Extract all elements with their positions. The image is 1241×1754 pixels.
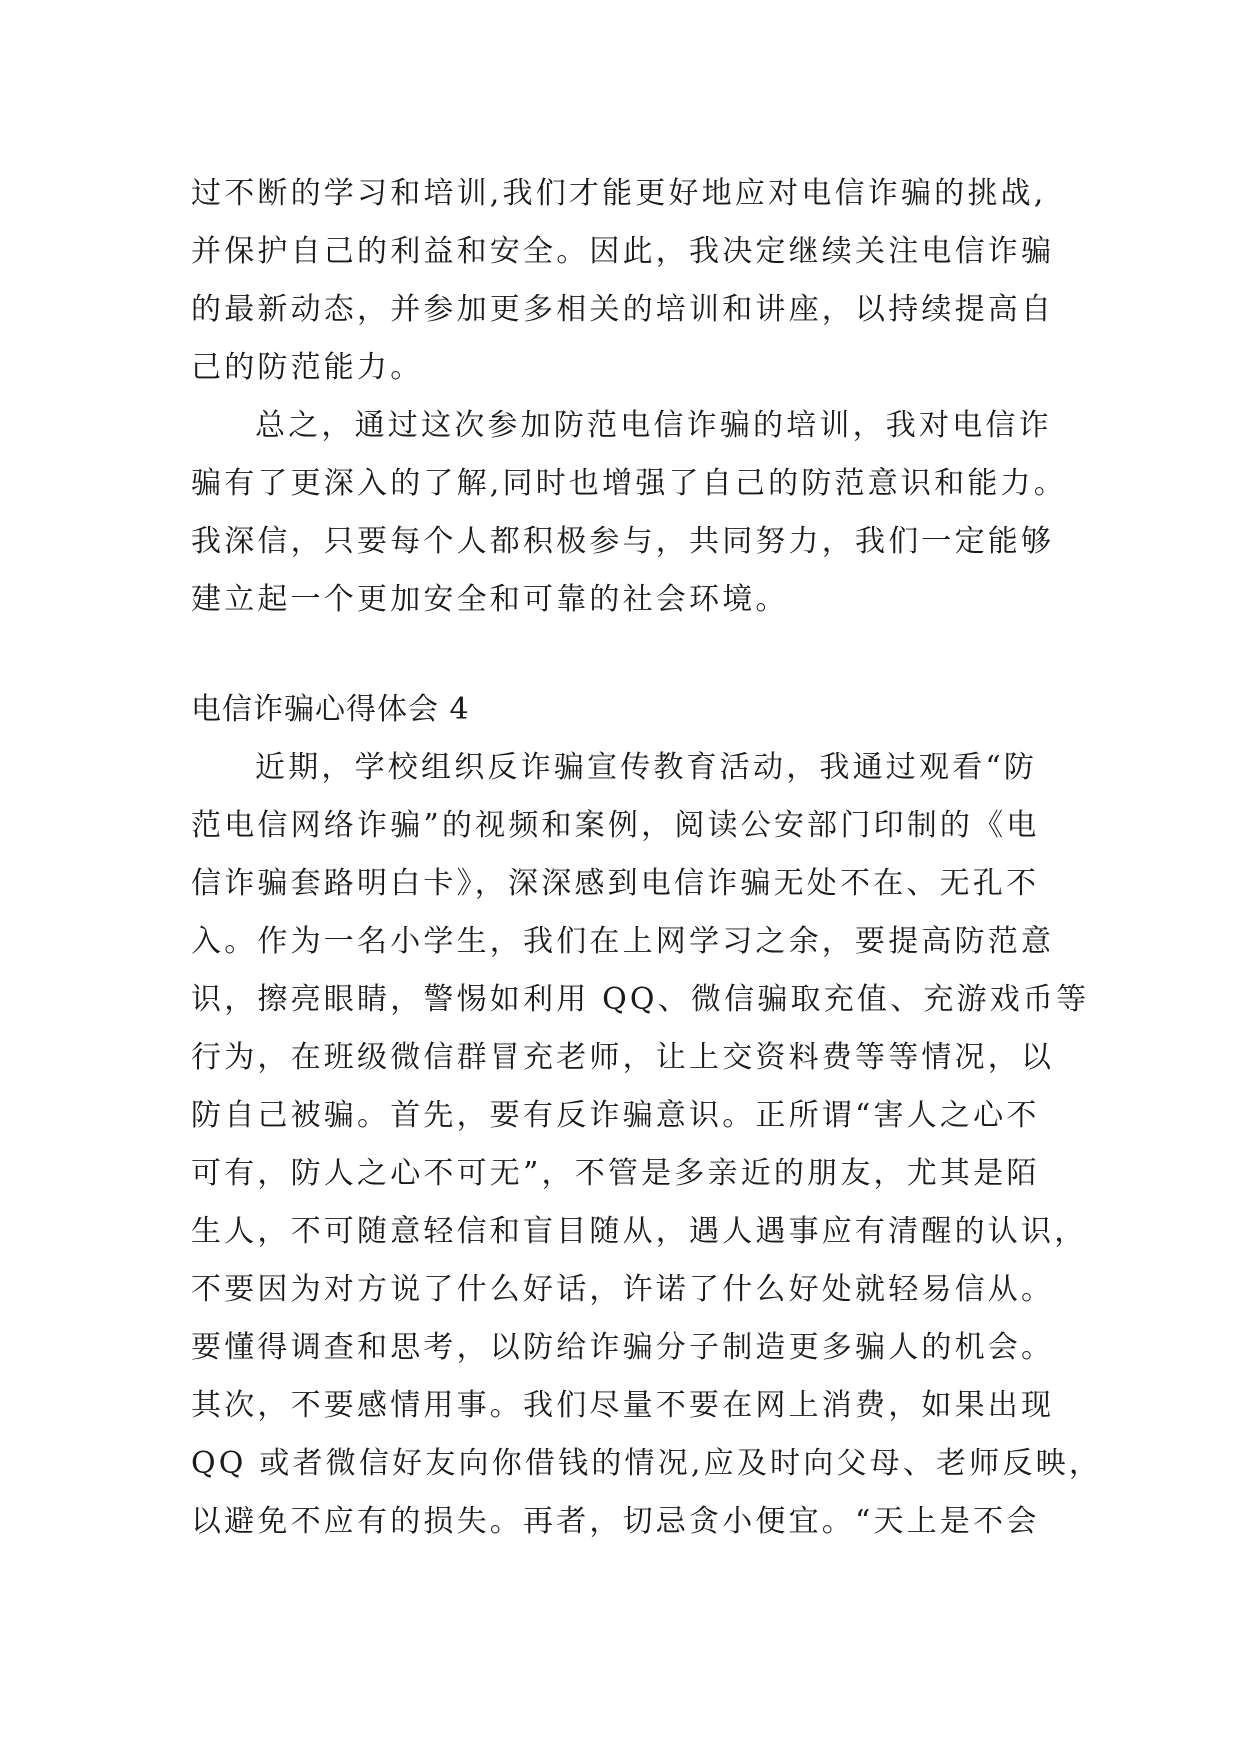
text-line: 建立起一个更加安全和可靠的社会环境。 xyxy=(191,582,789,617)
text-line: 的最新动态，并参加更多相关的培训和讲座，以持续提高自 xyxy=(191,292,1055,327)
text-line: QQ 或者微信好友向你借钱的情况,应及时向父母、老师反映， xyxy=(191,1446,1103,1481)
paragraph-first-line: 近期，学校组织反诈骗宣传教育活动，我通过观看“防 xyxy=(255,750,1038,785)
text-line: 不要因为对方说了什么好话，许诺了什么好处就轻易信从。 xyxy=(191,1272,1055,1307)
text-line: 要懂得调查和思考，以防给诈骗分子制造更多骗人的机会。 xyxy=(191,1330,1055,1365)
text-line: 可有，防人之心不可无”，不管是多亲近的朋友，尤其是陌 xyxy=(191,1156,1040,1191)
text-line: 行为，在班级微信群冒充老师，让上交资料费等等情况，以 xyxy=(191,1040,1055,1075)
text-line: 识，擦亮眼睛，警惕如利用 QQ、微信骗取充值、充游戏币等 xyxy=(191,982,1090,1017)
text-line: 以避免不应有的损失。再者，切忌贪小便宜。“天上是不会 xyxy=(191,1504,1040,1539)
text-line: 其次，不要感情用事。我们尽量不要在网上消费，如果出现 xyxy=(191,1388,1055,1423)
text-line: 防自己被骗。首先，要有反诈骗意识。正所谓“害人之心不 xyxy=(191,1098,1040,1133)
text-line: 范电信网络诈骗”的视频和案例，阅读公安部门印制的《电 xyxy=(191,808,1040,843)
section-heading: 电信诈骗心得体会 4 xyxy=(191,692,470,727)
text-line: 过不断的学习和培训,我们才能更好地应对电信诈骗的挑战, xyxy=(191,176,1047,211)
text-line: 并保护自己的利益和安全。因此，我决定继续关注电信诈骗 xyxy=(191,234,1055,269)
text-line: 信诈骗套路明白卡》，深深感到电信诈骗无处不在、无孔不 xyxy=(191,866,1040,901)
text-line: 入。作为一名小学生，我们在上网学习之余，要提高防范意 xyxy=(191,924,1055,959)
text-line: 我深信，只要每个人都积极参与，共同努力，我们一定能够 xyxy=(191,524,1055,559)
text-line: 生人，不可随意轻信和盲目随从，遇人遇事应有清醒的认识， xyxy=(191,1214,1088,1249)
text-line: 己的防范能力。 xyxy=(191,350,424,385)
text-line: 骗有了更深入的了解,同时也增强了自己的防范意识和能力。 xyxy=(191,466,1067,501)
paragraph-first-line: 总之，通过这次参加防范电信诈骗的培训，我对电信诈 xyxy=(255,408,1052,443)
